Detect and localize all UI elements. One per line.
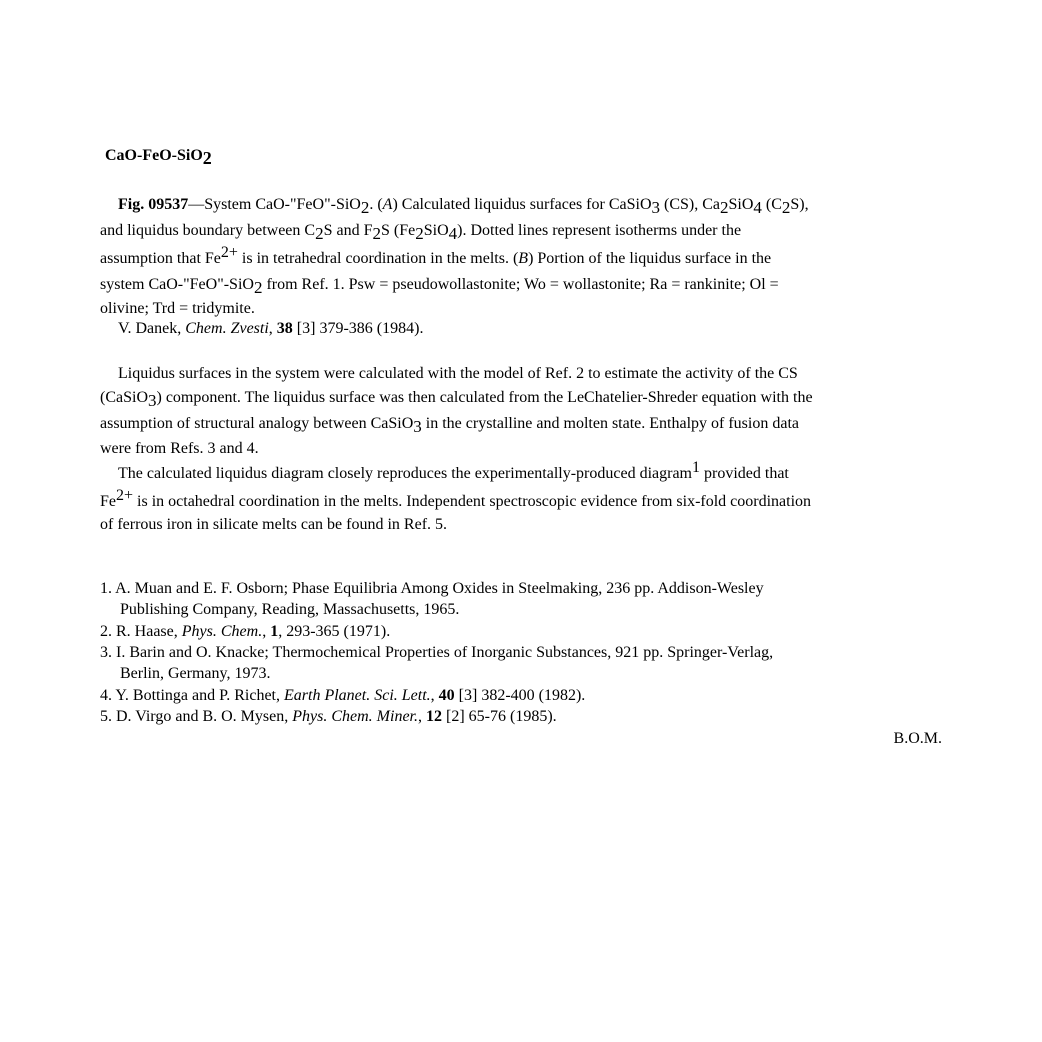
caption-line-3: assumption that Fe2+ is in tetrahedral coordination in the melts. (B) Portion of the liquidus surface in the (100, 244, 772, 267)
p2-line-3: of ferrous iron in silicate melts can be found in Ref. 5. (100, 516, 448, 533)
p1-line-1: Liquidus surfaces in the system were calculated with the model of Ref. 2 to estimate the activity of the CS (118, 365, 798, 382)
reference-2: 2. R. Haase, Phys. Chem., 1, 293-365 (1971). (100, 623, 391, 640)
p2-line-2: Fe2+ is in octahedral coordination in the melts. Independent spectroscopic evidence from six-fold coordination (100, 487, 812, 510)
p1-line-4: were from Refs. 3 and 4. (100, 440, 259, 457)
reference-3: 3. I. Barin and O. Knacke; Thermochemical Properties of Inorganic Substances, 921 pp. Springer-Verlag, (100, 644, 774, 661)
caption-line-5: olivine; Trd = tridymite. (100, 300, 255, 317)
reference-4: 4. Y. Bottinga and P. Richet, Earth Planet. Sci. Lett., 40 [3] 382-400 (1982). (100, 687, 586, 704)
document-title: CaO-FeO-SiO2 (105, 147, 212, 168)
figure-label: Fig. 09537 (118, 196, 189, 213)
caption-citation: V. Danek, Chem. Zvesti, 38 [3] 379-386 (1984). (118, 320, 424, 337)
reference-5: 5. D. Virgo and B. O. Mysen, Phys. Chem. Miner., 12 [2] 65-76 (1985). (100, 708, 557, 725)
p1-line-3: assumption of structural analogy between CaSiO3 in the crystalline and molten state. Enthalpy of fusion data (100, 415, 799, 436)
author-initials: B.O.M. (893, 730, 942, 747)
p1-line-2: (CaSiO3) component. The liquidus surface was then calculated from the LeChatelier-Shreder equation with the (100, 389, 813, 410)
reference-1: 1. A. Muan and E. F. Osborn; Phase Equilibria Among Oxides in Steelmaking, 236 pp. Addison-Wesley (100, 580, 764, 597)
caption-line-2: and liquidus boundary between C2S and F2S (Fe2SiO4). Dotted lines represent isotherms under the (100, 222, 742, 243)
caption-line-4: system CaO-"FeO"-SiO2 from Ref. 1. Psw = pseudowollastonite; Wo = wollastonite; Ra = rankinite; Ol = (100, 276, 779, 297)
reference-1-continued: Publishing Company, Reading, Massachusetts, 1965. (120, 601, 460, 618)
p2-line-1: The calculated liquidus diagram closely reproduces the experimentally-produced diagram1 provided that (118, 459, 789, 482)
reference-3-continued: Berlin, Germany, 1973. (120, 665, 271, 682)
caption-line-1: Fig. 09537—System CaO-"FeO"-SiO2. (A) Calculated liquidus surfaces for CaSiO3 (CS), Ca2SiO4 (C2S), (118, 196, 809, 217)
